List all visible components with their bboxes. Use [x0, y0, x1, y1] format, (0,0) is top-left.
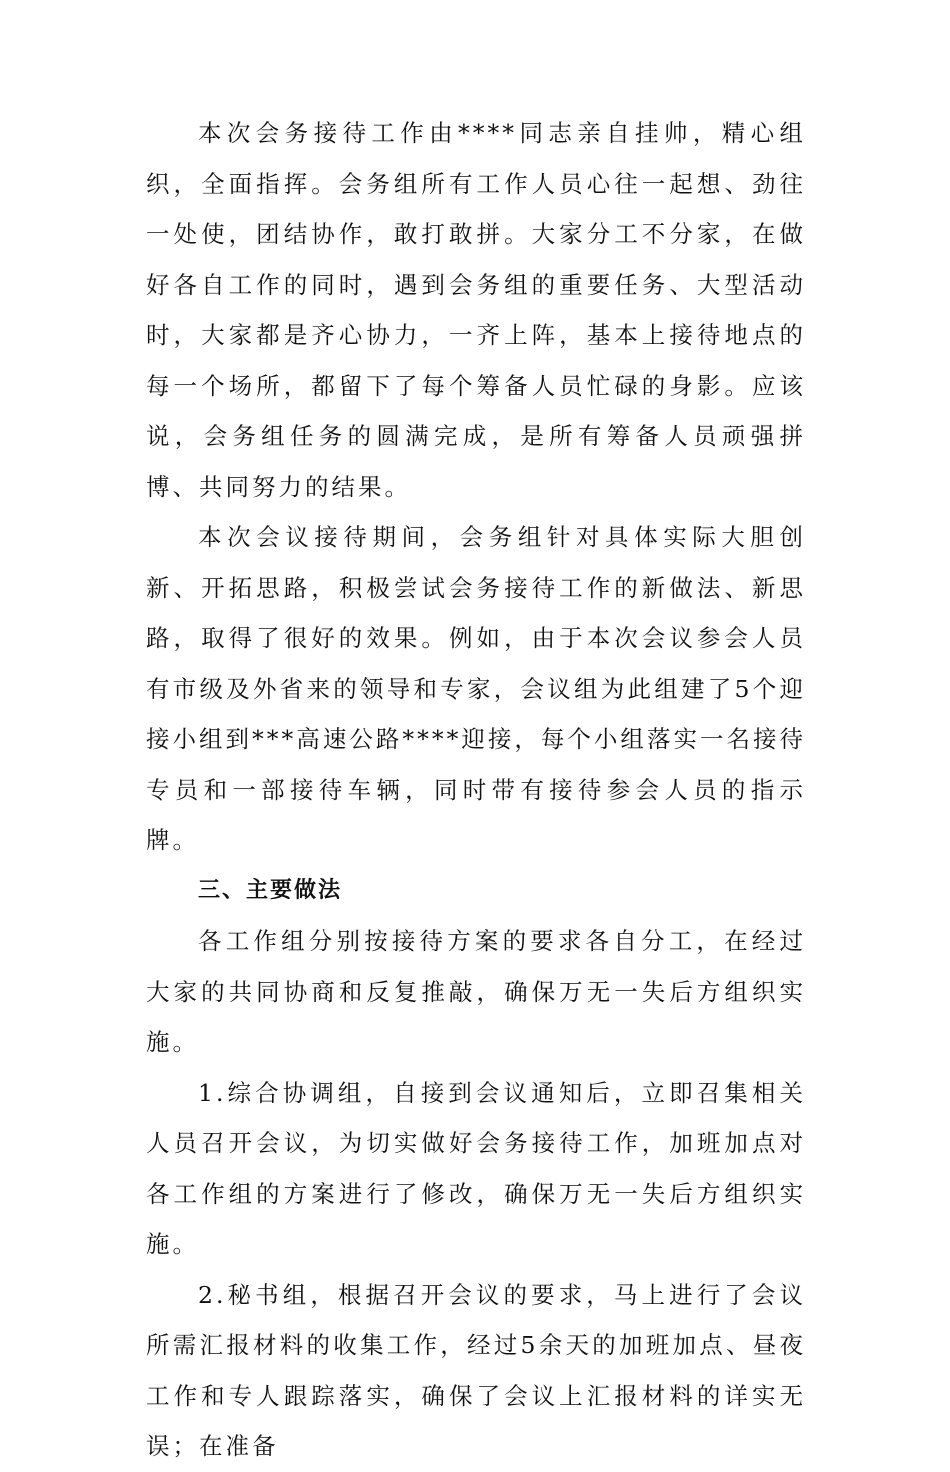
paragraph-secretariat-group: 2.秘书组，根据召开会议的要求，马上进行了会议所需汇报材料的收集工作，经过5余天的加班加点、昼夜工作和专人跟踪落实，确保了会议上汇报材料的详实无误；在准备 — [146, 1280, 806, 1460]
section-heading-main-practices: 三、主要做法 — [198, 877, 343, 903]
paragraph-work-groups: 各工作组分别按接待方案的要求各自分工，在经过大家的共同协商和反复推敲，确保万无一失后方组织实施。 — [146, 927, 806, 1056]
paragraph-coordination-group: 1.综合协调组，自接到会议通知后，立即召集相关人员召开会议，为切实做好会务接待工作，加班加点对各工作组的方案进行了修改，确保万无一失后方组织实施。 — [146, 1078, 806, 1258]
paragraph-leadership: 本次会务接待工作由****同志亲自挂帅，精心组织，全面指挥。会务组所有工作人员心往一起想、劲往一处使，团结协作，敢打敢拼。大家分工不分家，在做好各自工作的同时，遇到会务组的重要任务、大型活动时，大家都是齐心协力，一齐上阵，基本上接待地点的每一个场所，都留下了每个筹备人员忙碌的身影。应该说，会务组任务的圆满完成，是所有筹备人员顽强拼博、共同努力的结果。 — [146, 119, 806, 501]
paragraph-innovation: 本次会议接待期间，会务组针对具体实际大胆创新、开拓思路，积极尝试会务接待工作的新做法、新思路，取得了很好的效果。例如，由于本次会议参会人员有市级及外省来的领导和专家，会议组为此组建了5个迎接小组到***高速公路****迎接，每个小组落实一名接待专员和一部接待车辆，同时带有接待参会人员的指示牌。 — [146, 523, 806, 854]
document-body — [146, 108, 806, 1472]
